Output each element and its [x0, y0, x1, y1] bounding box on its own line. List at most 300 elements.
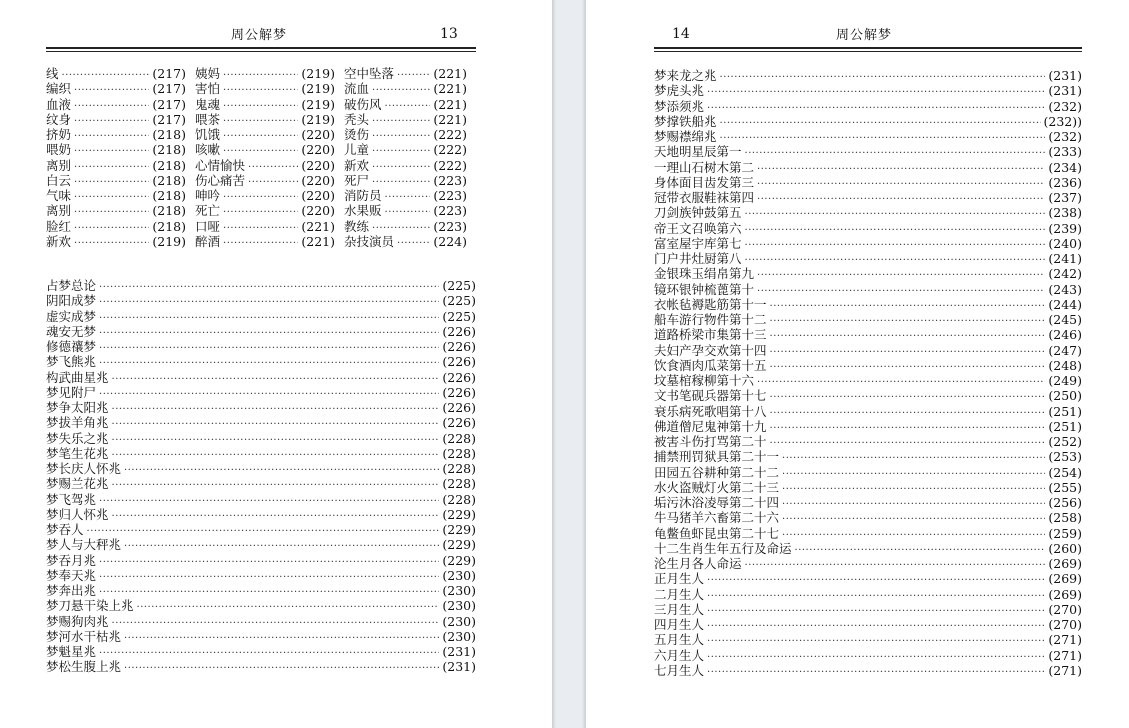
toc-entry-label: 鬼魂: [195, 96, 221, 112]
toc-entry-page: (221): [433, 66, 467, 81]
toc-entry-page: (224): [433, 233, 467, 249]
toc-entry-label: 饮食酒肉瓜菜第十五: [654, 357, 767, 373]
dot-leader: [74, 112, 149, 127]
toc-entry-label: 天地明星辰第一: [654, 144, 742, 160]
toc-entry-page: (251): [1048, 403, 1082, 419]
toc-entry: [344, 97, 476, 112]
dot-leader: [74, 158, 149, 173]
toc-entry-label: 流血: [344, 81, 370, 97]
toc-entry-label: 七月生人: [654, 662, 705, 678]
toc-entry-label: 一理山石树木第二: [654, 159, 755, 175]
toc-entry: [46, 553, 476, 568]
toc-entry-page: (270): [1048, 601, 1082, 617]
toc-list-right: [654, 68, 1082, 678]
toc-entry-label: 六月生人: [654, 647, 705, 663]
dot-leader: [87, 522, 440, 537]
toc-entry-page: (221): [301, 233, 335, 249]
toc-entry: [46, 492, 476, 507]
toc-entry-label: 白云: [46, 172, 72, 188]
toc-entry-page: (270): [1048, 617, 1082, 632]
dot-leader: [112, 370, 440, 385]
toc-entry-label: 喂奶: [46, 142, 72, 158]
toc-entry-page: (271): [1048, 662, 1082, 678]
toc-entry: [344, 173, 476, 188]
left-page-number: 13: [440, 26, 458, 42]
toc-entry-label: 梦长庆人怀兆: [46, 461, 122, 476]
toc-entry-page: (230): [442, 613, 476, 629]
toc-entry: [195, 66, 344, 81]
toc-entry-page: (256): [1048, 495, 1082, 510]
toc-entry: [654, 327, 1082, 342]
toc-entry: [654, 602, 1082, 617]
toc-entry-page: (255): [1048, 479, 1082, 495]
dot-leader: [707, 663, 1045, 678]
right-header-title: 周公解梦: [836, 28, 893, 43]
dot-leader: [248, 173, 298, 188]
toc-entry: [46, 173, 195, 188]
dot-leader: [99, 644, 439, 659]
dot-leader: [707, 617, 1045, 632]
toc-entry: [654, 266, 1082, 281]
toc-entry-page: (217): [152, 96, 186, 112]
toc-entry-label: 教练: [344, 218, 370, 234]
toc-entry: [46, 278, 476, 293]
toc-entry: [46, 614, 476, 629]
dot-leader: [248, 158, 298, 173]
toc-entry-page: (221): [433, 96, 467, 112]
dot-leader: [223, 188, 298, 203]
toc-entry-page: (228): [442, 491, 476, 507]
toc-entry-label: 十二生肖生年五行及命运: [654, 540, 792, 556]
toc-entry: [195, 219, 344, 234]
toc-entry-page: (234): [1048, 159, 1082, 175]
toc-entry: [46, 309, 476, 324]
toc-entry-label: 门户井灶厨第八: [654, 251, 742, 266]
toc-entry-page: (217): [152, 66, 186, 81]
toc-entry: [46, 522, 476, 537]
toc-list-left: [46, 278, 476, 675]
dot-leader: [757, 282, 1045, 297]
toc-entry-label: 梦飞驾兆: [46, 491, 97, 507]
toc-entry-page: (228): [442, 445, 476, 461]
toc-entry: [195, 97, 344, 112]
dot-leader: [372, 81, 430, 96]
dot-leader: [707, 632, 1045, 647]
toc-entry-page: (260): [1048, 540, 1082, 556]
toc-entry: [344, 188, 476, 203]
header-rule-thin: [654, 51, 1082, 52]
toc-entry-page: (219): [301, 66, 335, 81]
toc-entry: [654, 388, 1082, 403]
toc-entry-page: (254): [1048, 464, 1082, 480]
toc-entry-label: 秃头: [344, 111, 370, 127]
toc-entry-label: 梦赐兰花兆: [46, 476, 109, 492]
dot-leader: [745, 205, 1046, 220]
toc-entry-label: 饥饿: [195, 127, 221, 142]
toc-entry-page: (223): [433, 172, 467, 188]
toc-entry: [46, 142, 195, 157]
dot-leader: [372, 173, 430, 188]
toc-entry-label: 二月生人: [654, 586, 705, 602]
toc-entry-label: 离别: [46, 203, 72, 219]
toc-entry-page: (219): [152, 233, 186, 249]
page-gutter: [552, 0, 586, 728]
toc-entry-label: 伤心痛苦: [195, 172, 246, 188]
toc-entry-label: 坟墓棺稼柳第十六: [654, 373, 755, 388]
toc-entry-label: 正月生人: [654, 571, 705, 587]
toc-entry-label: 梦赐襟绵兆: [654, 129, 717, 144]
toc-entry: [654, 297, 1082, 312]
toc-entry-page: (230): [442, 567, 476, 583]
toc-entry-label: 梦奔出兆: [46, 583, 97, 598]
toc-entry-label: 被害斗伤打骂第二十: [654, 434, 767, 449]
dot-leader: [74, 188, 149, 203]
toc-entry: [46, 629, 476, 644]
toc-entry-page: (230): [442, 628, 476, 644]
toc-entry: [654, 221, 1082, 236]
toc-entry: [654, 526, 1082, 541]
toc-entry-page: (251): [1048, 418, 1082, 434]
dot-leader: [99, 324, 439, 339]
toc-entry-page: (241): [1048, 251, 1082, 266]
toc-entry-page: (226): [442, 384, 476, 400]
toc-entry-page: (249): [1048, 373, 1082, 388]
dot-leader: [385, 188, 431, 203]
toc-entry-page: (225): [442, 278, 476, 293]
dot-leader: [124, 537, 439, 552]
dot-leader: [757, 266, 1045, 281]
toc-entry-page: (237): [1048, 190, 1082, 205]
dot-leader: [782, 465, 1045, 480]
toc-entry: [654, 587, 1082, 602]
dot-leader: [770, 388, 1046, 403]
toc-entry: [46, 446, 476, 461]
dot-leader: [112, 507, 440, 522]
toc-entry-label: 捕禁刑罚狱具第二十一: [654, 449, 780, 465]
toc-entry-page: (220): [301, 142, 335, 158]
toc-entry: [654, 205, 1082, 220]
toc-entry: [344, 234, 476, 249]
toc-entry-page: (236): [1048, 174, 1082, 190]
dot-leader: [99, 583, 439, 598]
toc-entry-label: 船车游行物件第十二: [654, 312, 767, 327]
toc-entry-label: 气味: [46, 188, 72, 203]
toc-entry-page: (223): [433, 188, 467, 203]
dot-leader: [124, 659, 439, 674]
toc-entry-page: (218): [152, 203, 186, 219]
dot-leader: [99, 385, 439, 400]
toc-entry: [195, 203, 344, 218]
toc-entry: [654, 99, 1082, 114]
toc-entry: [344, 66, 476, 81]
toc-entry: [195, 142, 344, 157]
toc-entry-label: 破伤风: [344, 96, 382, 112]
dot-leader: [795, 541, 1046, 556]
dot-leader: [757, 190, 1045, 205]
dot-leader: [74, 234, 149, 249]
toc-entry-page: (220): [301, 203, 335, 219]
toc-entry-page: (250): [1048, 388, 1082, 404]
toc-entry-page: (232): [1048, 129, 1082, 144]
toc-entry-label: 阴阳成梦: [46, 293, 97, 309]
toc-entry-label: 脸红: [46, 218, 72, 234]
toc-entry-label: 梦拔羊角兆: [46, 415, 109, 431]
toc-entry: [195, 234, 344, 249]
toc-entry-label: 衰乐病死歌唱第十八: [654, 403, 767, 419]
toc-entry: [46, 188, 195, 203]
toc-entry: [654, 419, 1082, 434]
toc-entry-label: 醉酒: [195, 233, 221, 249]
dot-leader: [74, 219, 149, 234]
dot-leader: [99, 553, 439, 568]
toc-entry: [46, 476, 476, 491]
toc-entry-label: 梦归人怀兆: [46, 506, 109, 522]
toc-entry-page: (238): [1048, 205, 1082, 221]
toc-entry-page: (218): [152, 157, 186, 173]
dot-leader: [770, 327, 1046, 342]
dot-leader: [745, 144, 1046, 159]
toc-entry-page: (221): [301, 218, 335, 234]
toc-entry-label: 夫妇产孕交欢第十四: [654, 342, 767, 358]
toc-entry: [46, 537, 476, 552]
toc-entry: [46, 112, 195, 127]
toc-entry-page: (233): [1048, 144, 1082, 160]
toc-entry: [46, 203, 195, 218]
toc-entry-label: 梦争太阳兆: [46, 400, 109, 415]
toc-entry-label: 水果贩: [344, 203, 382, 219]
toc-entry: [654, 282, 1082, 297]
toc-entry-label: 儿童: [344, 142, 370, 158]
dot-leader: [372, 127, 430, 142]
dot-leader: [707, 587, 1045, 602]
toc-entry-label: 占梦总论: [46, 278, 97, 293]
toc-entry-label: 编织: [46, 81, 72, 97]
toc-entry-page: (231): [1048, 83, 1082, 99]
toc-entry-page: (219): [301, 81, 335, 97]
dot-leader: [782, 480, 1045, 495]
toc-entry: [654, 343, 1082, 358]
toc-entry-label: 五月生人: [654, 632, 705, 648]
toc-entry-page: (269): [1048, 571, 1082, 587]
dot-leader: [372, 142, 430, 157]
toc-entry-page: (221): [433, 111, 467, 127]
toc-entry: [654, 373, 1082, 388]
toc-entry-page: (239): [1048, 220, 1082, 236]
toc-entry-label: 咳嗽: [195, 142, 221, 158]
toc-entry-page: (246): [1048, 327, 1082, 343]
dot-leader: [74, 81, 149, 96]
toc-entry: [654, 129, 1082, 144]
toc-entry-page: (240): [1048, 235, 1082, 251]
toc-entry-page: (222): [433, 157, 467, 173]
dot-leader: [99, 492, 439, 507]
dot-leader: [112, 476, 440, 491]
toc-entry: [46, 97, 195, 112]
toc-entry-label: 梦吞人: [46, 522, 84, 537]
toc-entry-page: (271): [1048, 632, 1082, 648]
toc-entry: [195, 81, 344, 96]
toc-entry-page: (269): [1048, 556, 1082, 571]
toc-entry: [654, 175, 1082, 190]
dot-leader: [385, 203, 431, 218]
toc-entry-label: 梦飞熊兆: [46, 354, 97, 370]
toc-entry-page: (232): [1048, 98, 1082, 114]
dot-leader: [720, 68, 1046, 83]
toc-entry-label: 刀剑族钟鼓第五: [654, 205, 742, 221]
left-header-title: 周公解梦: [231, 28, 288, 43]
toc-entry-label: 血液: [46, 96, 72, 112]
toc-entry-label: 梦见附尸: [46, 384, 97, 400]
left-page: [0, 0, 552, 728]
toc-entry-label: 心情愉快: [195, 157, 246, 173]
dot-leader: [124, 461, 439, 476]
toc-entry-label: 富室屋宇库第七: [654, 235, 742, 251]
toc-entry: [195, 173, 344, 188]
dot-leader: [223, 234, 298, 249]
toc-entry: [46, 293, 476, 308]
toc-entry-label: 新欢: [344, 157, 370, 173]
dot-leader: [757, 373, 1045, 388]
toc-entry-label: 梦奉天兆: [46, 567, 97, 583]
toc-entry: [46, 507, 476, 522]
dot-leader: [707, 571, 1045, 586]
toc-entry-page: (259): [1048, 525, 1082, 541]
toc-entry-page: (247): [1048, 342, 1082, 358]
dot-leader: [99, 293, 439, 308]
dot-leader: [782, 449, 1045, 464]
dot-leader: [62, 66, 150, 81]
toc-entry-page: (217): [152, 81, 186, 97]
toc-entry: [344, 158, 476, 173]
toc-entry: [654, 571, 1082, 586]
toc-entry: [46, 158, 195, 173]
dot-leader: [385, 97, 431, 112]
toc-entry-label: 烫伤: [344, 127, 370, 142]
toc-entry-page: (269): [1048, 586, 1082, 602]
toc-entry-page: (271): [1048, 647, 1082, 663]
toc-entry-label: 身体面目齿发第三: [654, 174, 755, 190]
toc-entry-page: (248): [1048, 357, 1082, 373]
toc-entry-label: 挤奶: [46, 127, 72, 142]
toc-entry: [46, 583, 476, 598]
toc-entry-page: (220): [301, 127, 335, 142]
dot-leader: [223, 142, 298, 157]
toc-entry-label: 修德禳梦: [46, 339, 97, 354]
dot-leader: [112, 614, 440, 629]
toc-entry: [46, 385, 476, 400]
toc-entry-label: 构武曲星兆: [46, 369, 109, 385]
toc-entry-label: 衣帐毡褥匙筋第十一: [654, 296, 767, 312]
toc-entry: [46, 234, 195, 249]
toc-entry-label: 牛马猪羊六畜第二十六: [654, 510, 780, 526]
toc-entry: [654, 510, 1082, 525]
dot-leader: [223, 127, 298, 142]
toc-entry-label: 喂茶: [195, 111, 221, 127]
dot-leader: [223, 203, 298, 218]
dot-leader: [99, 354, 439, 369]
toc-entry-label: 口哑: [195, 218, 221, 234]
dot-leader: [372, 158, 430, 173]
toc-entry-page: (220): [301, 188, 335, 203]
toc-entry: [46, 644, 476, 659]
toc-entry-label: 空中坠落: [344, 66, 395, 81]
toc-entry-label: 水火盗贼灯火第二十三: [654, 479, 780, 495]
dot-leader: [74, 142, 149, 157]
toc-entry: [654, 495, 1082, 510]
toc-entry-page: (228): [442, 461, 476, 476]
toc-entry-page: (230): [442, 583, 476, 598]
toc-entry-label: 垢污沐浴凌辱第二十四: [654, 495, 780, 510]
dot-leader: [99, 568, 439, 583]
toc-entry: [46, 81, 195, 96]
dot-leader: [757, 175, 1045, 190]
toc-entry: [654, 449, 1082, 464]
toc-entry: [344, 112, 476, 127]
toc-entry-page: (253): [1048, 449, 1082, 465]
toc-entry: [46, 461, 476, 476]
header-rule-thick: [46, 47, 476, 49]
toc-entry-label: 三月生人: [654, 601, 705, 617]
toc-entry-page: (244): [1048, 296, 1082, 312]
toc-entry: [654, 358, 1082, 373]
dot-leader: [223, 97, 298, 112]
toc-entry: [195, 188, 344, 203]
toc-entry-label: 道路桥梁市集第十三: [654, 327, 767, 343]
toc-entry: [46, 127, 195, 142]
toc-entry: [46, 354, 476, 369]
toc-entry-page: (223): [433, 203, 467, 219]
toc-entry-label: 离别: [46, 157, 72, 173]
toc-entry-page: (226): [442, 400, 476, 415]
toc-entry-page: (230): [442, 598, 476, 614]
toc-entry: [46, 568, 476, 583]
toc-entry-page: (219): [301, 111, 335, 127]
dot-leader: [707, 648, 1045, 663]
dot-leader: [99, 278, 439, 293]
toc-entry-page: (223): [433, 218, 467, 234]
toc-entry-label: 龟鳖鱼虾昆虫第二十七: [654, 525, 780, 541]
toc-entry-label: 梦魁星兆: [46, 644, 97, 659]
dot-leader: [782, 510, 1045, 525]
dot-leader: [770, 297, 1046, 312]
dot-leader: [720, 129, 1046, 144]
toc-entry-label: 梦吞月兆: [46, 552, 97, 568]
toc-entry-page: (231): [1048, 68, 1082, 83]
toc-entry-label: 佛道僧尼鬼神第十九: [654, 418, 767, 434]
toc-entry-page: (218): [152, 188, 186, 203]
dot-leader: [112, 431, 440, 446]
toc-entry: [654, 632, 1082, 647]
toc-entry: [654, 556, 1082, 571]
toc-entry-label: 梦人与大秤兆: [46, 537, 122, 553]
toc-entry-page: (218): [152, 127, 186, 142]
toc-entry-page: (258): [1048, 510, 1082, 526]
toc-entry-page: (252): [1048, 434, 1082, 449]
toc-entry: [654, 236, 1082, 251]
toc-entry-label: 沦生月各人命运: [654, 556, 742, 571]
toc-entry: [654, 144, 1082, 159]
dot-leader: [770, 358, 1046, 373]
toc-entry: [46, 598, 476, 613]
dot-leader: [770, 404, 1046, 419]
toc-entry: [344, 203, 476, 218]
toc-entry-label: 梦撑铁船兆: [654, 113, 717, 129]
toc-entry-label: 虚实成梦: [46, 308, 97, 324]
dot-leader: [707, 83, 1045, 98]
toc-entry: [344, 127, 476, 142]
dot-leader: [745, 221, 1046, 236]
toc-entry: [654, 541, 1082, 556]
